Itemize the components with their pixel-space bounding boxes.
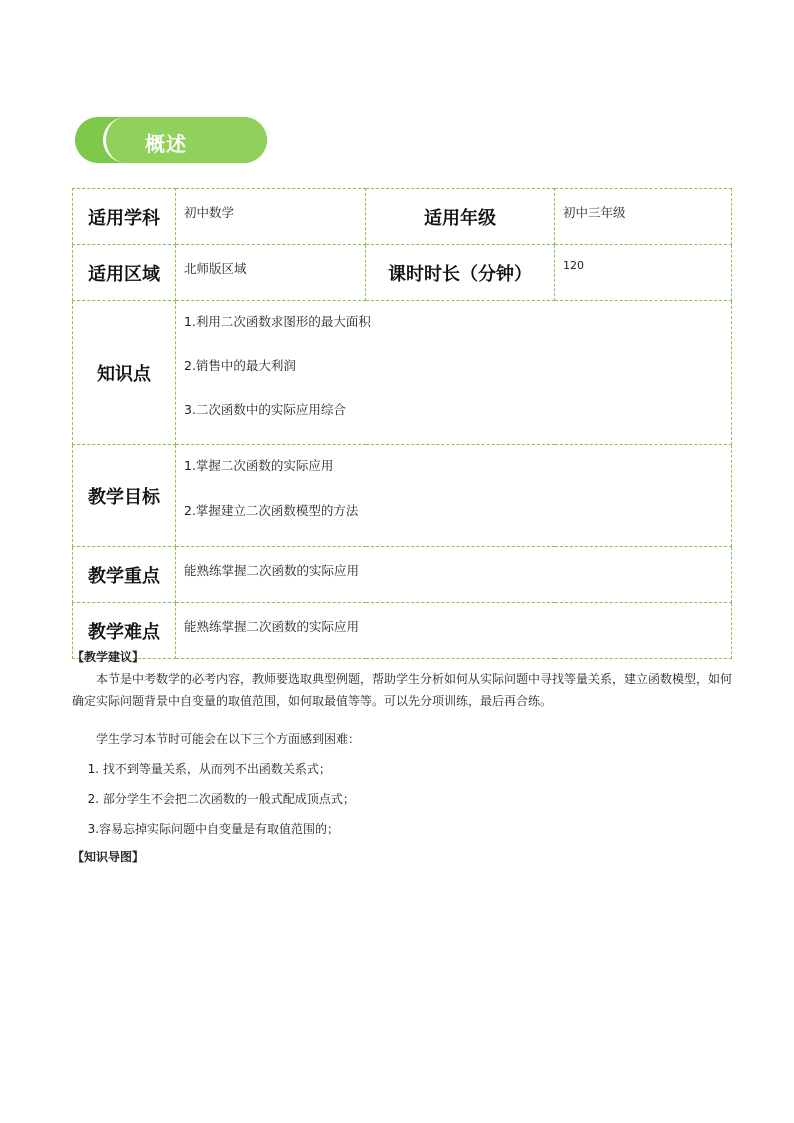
- list-item: 1.利用二次函数求图形的最大面积: [184, 314, 371, 329]
- subject-value: 初中数学: [176, 189, 366, 245]
- knowledge-cell: [176, 301, 732, 445]
- region-value: 北师版区域: [176, 245, 366, 301]
- duration-label: 课时时长（分钟）: [366, 245, 555, 301]
- suggestions-paragraph: 本节是中考数学的必考内容，教师要选取典型例题，帮助学生分析如何从实际问题中寻找等量关系，建立函数模型，如何确定实际问题背景中自变量的取值范围，如何取最值等等。可以先分项训练，最后再合练。: [72, 672, 733, 708]
- section-banner: [75, 117, 267, 163]
- teaching-suggestions: [72, 648, 732, 865]
- course-info-table: [72, 188, 732, 659]
- suggestions-heading: 【教学建议】: [72, 650, 145, 664]
- key-points-value: 能熟练掌握二次函数的实际应用: [176, 547, 732, 603]
- table-row: [73, 245, 732, 301]
- objectives-list: [176, 445, 731, 546]
- difficulty-intro: 学生学习本节时可能会在以下三个方面感到困难：: [96, 732, 361, 746]
- table-row: [73, 445, 732, 547]
- list-item: 3.二次函数中的实际应用综合: [184, 402, 346, 417]
- list-item: 2.掌握建立二次函数模型的方法: [184, 503, 359, 518]
- table-row: [73, 189, 732, 245]
- key-points-label: 教学重点: [73, 547, 176, 603]
- knowledge-list: [176, 301, 731, 444]
- section-title: 概述: [145, 132, 187, 156]
- mindmap-heading: 【知识导图】: [72, 850, 145, 864]
- duration-value: 120: [555, 245, 732, 301]
- objectives-label: 教学目标: [73, 445, 176, 547]
- region-label: 适用区域: [73, 245, 176, 301]
- objectives-cell: [176, 445, 732, 547]
- table-row: [73, 547, 732, 603]
- difficulty-value: 能熟练掌握二次函数的实际应用: [176, 603, 732, 659]
- difficulty-label: 教学难点: [73, 603, 176, 659]
- list-item: 1. 找不到等量关系，从而列不出函数关系式；: [87, 762, 331, 776]
- subject-label: 适用学科: [73, 189, 176, 245]
- list-item: 2.销售中的最大利润: [184, 358, 296, 373]
- list-item: 1.掌握二次函数的实际应用: [184, 458, 334, 473]
- knowledge-label: 知识点: [73, 301, 176, 445]
- grade-label: 适用年级: [366, 189, 555, 245]
- list-item: 2. 部分学生不会把二次函数的一般式配成顶点式；: [87, 792, 355, 806]
- grade-value: 初中三年级: [555, 189, 732, 245]
- table-row: [73, 301, 732, 445]
- list-item: 3.容易忘掉实际问题中自变量是有取值范围的；: [87, 822, 340, 836]
